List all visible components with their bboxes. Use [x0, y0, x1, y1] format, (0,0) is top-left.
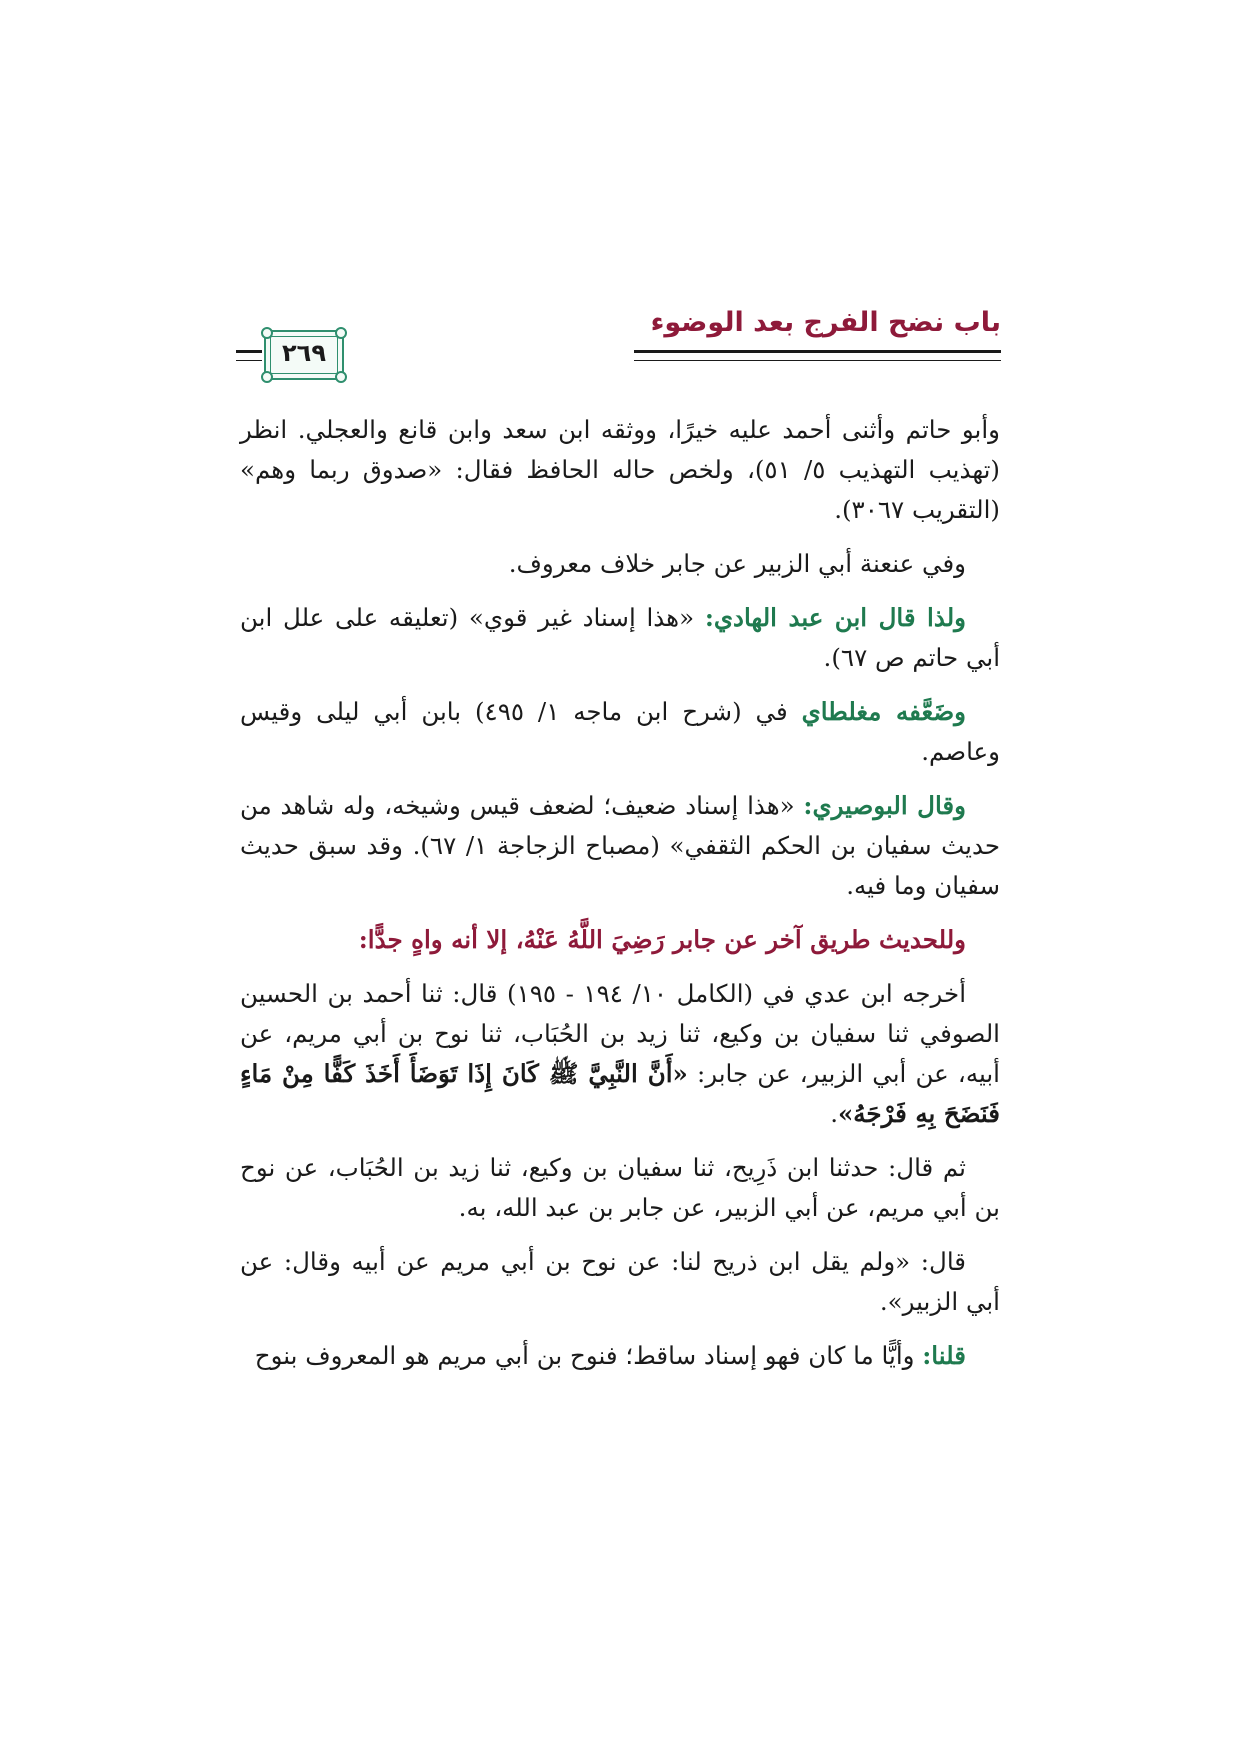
- paragraph: ولذا قال ابن عبد الهادي: «هذا إسناد غير قوي» (تعليقه على علل ابن أبي حاتم ص ٦٧).: [240, 603, 1000, 672]
- badge-ornament-icon: [335, 371, 347, 383]
- section-subheading: وللحديث طريق آخر عن جابر رَضِيَ اللَّهُ عَنْهُ، إلا أنه واهٍ جدًّا:: [358, 925, 966, 954]
- hadith-matn: «أَنَّ النَّبِيَّ ﷺ كَانَ إِذَا تَوَضَأَ أَخَذَ كَفًّا مِنْ مَاءٍ فَنَضَحَ بِهِ فَرْجَهُ»: [240, 1059, 1000, 1128]
- badge-ornament-icon: [261, 371, 273, 383]
- hadith-paragraph: أخرجه ابن عدي في (الكامل ١٠/ ١٩٤ - ١٩٥) قال: ثنا أحمد بن الحسين الصوفي ثنا سفيان بن وكيع، ثنا زيد بن الحُبَاب، ثنا نوح بن أبي مريم، عن أبيه، عن أبي الزبير، عن جابر: «أَنَّ النَّبِيَّ ﷺ كَانَ إِذَا تَوَضَأَ أَخَذَ كَفًّا مِنْ مَاءٍ فَنَضَحَ بِهِ فَرْجَهُ».: [240, 979, 1000, 1128]
- paragraph-lead: وضَعَّفه مغلطاي: [801, 697, 966, 726]
- page-number: ٢٦٩: [282, 339, 326, 367]
- paragraph: قال: «ولم يقل ابن ذريح لنا: عن نوح بن أبي مريم عن أبيه وقال: عن أبي الزبير».: [240, 1247, 1000, 1316]
- paragraph: وقال البوصيري: «هذا إسناد ضعيف؛ لضعف قيس وشيخه، وله شاهد من حديث سفيان بن الحكم الثقفي» (مصباح الزجاجة ١/ ٦٧). وقد سبق حديث سفيان وما فيه.: [240, 791, 1001, 900]
- paragraph: وأبو حاتم وأثنى أحمد عليه خيرًا، ووثقه ابن سعد وابن قانع والعجلي. انظر (تهذيب التهذيب ٥/ ٥١)، ولخص حاله الحافظ فقال: «صدوق ربما وهم» (التقريب ٣٠٦٧).: [240, 415, 1000, 524]
- badge-ornament-icon: [261, 327, 273, 339]
- badge-ornament-icon: [335, 327, 347, 339]
- paragraph: وفي عنعنة أبي الزبير عن جابر خلاف معروف.: [508, 549, 966, 578]
- paragraph: وضَعَّفه مغلطاي في (شرح ابن ماجه ١/ ٤٩٥) بابن أبي ليلى وقيس وعاصم.: [240, 697, 1000, 766]
- paragraph-lead: وقال البوصيري:: [803, 791, 966, 820]
- page-body: [240, 410, 1000, 1390]
- page-number-badge: [264, 330, 344, 380]
- page-header: [236, 305, 1001, 385]
- paragraph-lead: قلنا:: [922, 1341, 966, 1370]
- paragraph: قلنا: وأيًّا ما كان فهو إسناد ساقط؛ فنوح بن أبي مريم هو المعروف بنوح: [254, 1341, 966, 1370]
- paragraph-lead: ولذا قال ابن عبد الهادي:: [704, 603, 966, 632]
- chapter-title: باب نضح الفرج بعد الوضوء: [650, 307, 1001, 338]
- paragraph: ثم قال: حدثنا ابن ذَرِيح، ثنا سفيان بن وكيع، ثنا زيد بن الحُبَاب، عن نوح بن أبي مريم، عن أبي الزبير، عن جابر بن عبد الله، به.: [240, 1153, 1000, 1222]
- header-rule-left: [236, 350, 262, 361]
- header-rule-right: [634, 350, 1001, 361]
